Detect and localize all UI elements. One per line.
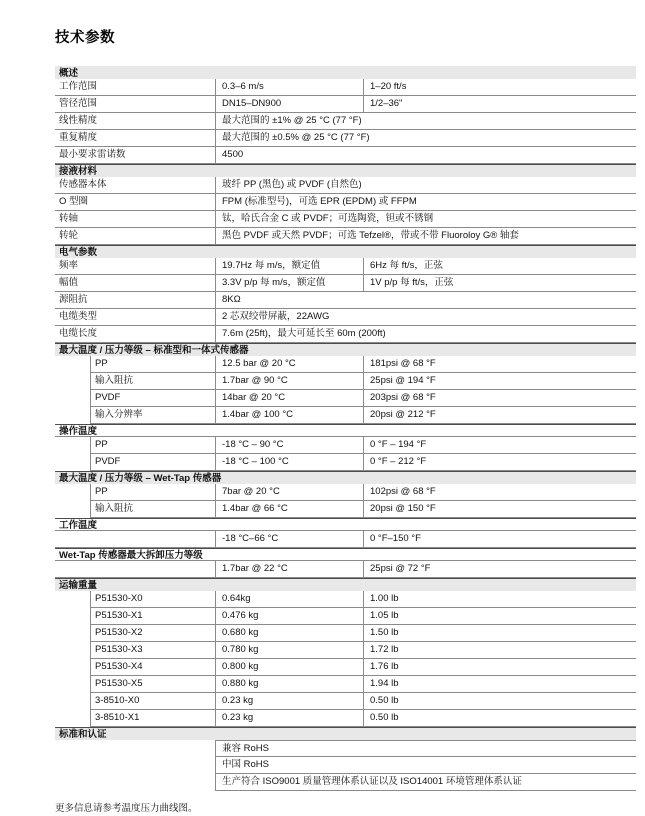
spec-label-cell: 传感器本体 <box>59 179 107 190</box>
spec-value-cell: 19.7Hz 每 m/s，额定值 <box>215 258 363 274</box>
spec-label-cell: P51530-X1 <box>90 608 215 625</box>
spec-row <box>55 147 636 164</box>
spec-section-header: 工作温度 <box>55 518 636 531</box>
spec-value-cell: 1/2–36" <box>363 96 636 112</box>
spec-value-cell: 0.23 kg <box>215 710 363 727</box>
spec-label-cell: P51530-X4 <box>90 659 215 676</box>
spec-value-cell: FPM (标准型号)，可选 EPR (EPDM) 或 FFPM <box>215 194 636 210</box>
spec-label-cell: 电缆类型 <box>59 311 98 322</box>
spec-value-cell: 1–20 ft/s <box>363 79 636 95</box>
spec-label-cell: 幅值 <box>59 277 79 288</box>
spec-value-cell: 1.50 lb <box>363 625 636 642</box>
spec-row <box>55 194 636 211</box>
spec-row <box>55 407 636 424</box>
spec-row <box>55 591 636 608</box>
indent-spacer <box>55 710 90 727</box>
indent-spacer <box>55 373 90 390</box>
spec-label-cell: 输入阻抗 <box>90 501 215 518</box>
spec-row <box>55 211 636 228</box>
indent-spacer <box>55 659 90 676</box>
spec-row <box>55 309 636 326</box>
indent-spacer <box>55 390 90 407</box>
spec-row <box>55 740 636 757</box>
spec-value-cell: 钛，哈氏合金 C 或 PVDF；可选陶瓷，钽或不锈钢 <box>215 211 636 227</box>
spec-row <box>55 177 636 194</box>
spec-row <box>55 454 636 471</box>
spec-value-cell: 最大范围的 ±1% @ 25 °C (77 °F) <box>215 113 636 129</box>
spec-value-cell: 0.880 kg <box>215 676 363 693</box>
spec-label-cell: 3-8510-X0 <box>90 693 215 710</box>
spec-label-cell: 输入分辨率 <box>90 407 215 424</box>
spec-value-cell: 7bar @ 20 °C <box>215 484 363 501</box>
spec-label-cell: O 型圈 <box>59 196 89 207</box>
spec-value-cell: 1.76 lb <box>363 659 636 676</box>
spec-section-header: Wet-Tap 传感器最大拆卸压力等级 <box>55 548 636 561</box>
spec-value-cell: 0.50 lb <box>363 693 636 710</box>
spec-value-cell: 玻纤 PP (黑色) 或 PVDF (自然色) <box>215 177 636 193</box>
spec-row <box>55 79 636 96</box>
spec-value-cell: 最大范围的 ±0.5% @ 25 °C (77 °F) <box>215 130 636 146</box>
spec-row <box>55 710 636 727</box>
spec-row <box>55 130 636 147</box>
spec-value-cell: 1V p/p 每 ft/s，正弦 <box>363 275 636 291</box>
indent-spacer <box>55 676 90 693</box>
spec-value-cell: 1.05 lb <box>363 608 636 625</box>
spec-value-cell: 1.72 lb <box>363 642 636 659</box>
spec-label-cell: PP <box>90 356 215 373</box>
spec-value-cell: -18 °C – 90 °C <box>215 437 363 454</box>
spec-value-cell: 181psi @ 68 °F <box>363 356 636 373</box>
spec-section-header: 接液材料 <box>55 164 636 177</box>
spec-section-header: 电气参数 <box>55 245 636 258</box>
indent-spacer <box>55 774 215 791</box>
spec-row <box>55 659 636 676</box>
spec-label-cell: 3-8510-X1 <box>90 710 215 727</box>
spec-label-cell: P51530-X3 <box>90 642 215 659</box>
spec-value-cell: 4500 <box>215 147 636 163</box>
spec-row <box>55 258 636 275</box>
spec-label-cell: PP <box>90 437 215 454</box>
spec-value-cell: 生产符合 ISO9001 质量管理体系认证以及 ISO14001 环境管理体系认证 <box>215 774 636 791</box>
spec-row <box>55 774 636 791</box>
spec-label-cell: P51530-X2 <box>90 625 215 642</box>
spec-value-cell: 102psi @ 68 °F <box>363 484 636 501</box>
spec-row <box>55 113 636 130</box>
spec-label-cell <box>55 531 215 547</box>
spec-value-cell: 3.3V p/p 每 m/s，额定值 <box>215 275 363 291</box>
spec-value-cell: 0.780 kg <box>215 642 363 659</box>
spec-row <box>55 561 636 578</box>
spec-value-cell: 25psi @ 72 °F <box>363 561 636 577</box>
spec-label-cell: 最小要求雷诺数 <box>59 149 126 160</box>
indent-spacer <box>55 407 90 424</box>
footer-note: 更多信息请参考温度压力曲线图。 <box>55 803 198 814</box>
spec-value-cell: 0.3–6 m/s <box>215 79 363 95</box>
spec-section-header: 最大温度 / 压力等级 – 标准型和一体式传感器 <box>55 343 636 356</box>
spec-section-header: 运输重量 <box>55 578 636 591</box>
spec-row <box>55 484 636 501</box>
indent-spacer <box>55 501 90 518</box>
spec-value-cell: DN15–DN900 <box>215 96 363 112</box>
spec-label-cell: 转轴 <box>59 213 79 224</box>
spec-value-cell: -18 °C – 100 °C <box>215 454 363 471</box>
spec-row <box>55 693 636 710</box>
spec-row <box>55 625 636 642</box>
spec-row <box>55 228 636 245</box>
spec-label-cell: 转轮 <box>59 230 79 241</box>
spec-label-cell: 频率 <box>59 260 79 271</box>
spec-label-cell: 源阻抗 <box>59 294 88 305</box>
indent-spacer <box>55 484 90 501</box>
spec-row <box>55 356 636 373</box>
spec-value-cell: 0 °F – 212 °F <box>363 454 636 471</box>
spec-label-cell: PVDF <box>90 454 215 471</box>
page-title: 技术参数 <box>55 30 115 46</box>
spec-value-cell: 12.5 bar @ 20 °C <box>215 356 363 373</box>
spec-section-header: 概述 <box>55 66 636 79</box>
spec-section-header: 操作温度 <box>55 424 636 437</box>
spec-value-cell: 2 芯双绞带屏蔽，22AWG <box>215 309 636 325</box>
indent-spacer <box>55 625 90 642</box>
indent-spacer <box>55 608 90 625</box>
spec-value-cell: 1.7bar @ 22 °C <box>215 561 363 577</box>
spec-row <box>55 642 636 659</box>
spec-row <box>55 390 636 407</box>
spec-value-cell: 0.23 kg <box>215 693 363 710</box>
spec-value-cell: 25psi @ 194 °F <box>363 373 636 390</box>
spec-label-cell: 电缆长度 <box>59 328 98 339</box>
spec-value-cell: 20psi @ 212 °F <box>363 407 636 424</box>
spec-label-cell: 管径范围 <box>59 98 98 109</box>
indent-spacer <box>55 740 215 757</box>
spec-row <box>55 437 636 454</box>
spec-label-cell: 工作范围 <box>59 81 98 92</box>
spec-label-cell: P51530-X0 <box>90 591 215 608</box>
spec-value-cell: 1.4bar @ 100 °C <box>215 407 363 424</box>
indent-spacer <box>55 693 90 710</box>
spec-label-cell: 输入阻抗 <box>90 373 215 390</box>
spec-row <box>55 757 636 774</box>
spec-value-cell: 20psi @ 150 °F <box>363 501 636 518</box>
spec-value-cell: 1.7bar @ 90 °C <box>215 373 363 390</box>
indent-spacer <box>55 642 90 659</box>
spec-value-cell: 1.4bar @ 66 °C <box>215 501 363 518</box>
spec-value-cell: 0 °F–150 °F <box>363 531 636 547</box>
spec-value-cell: 0 °F – 194 °F <box>363 437 636 454</box>
spec-row <box>55 676 636 693</box>
spec-label-cell: P51530-X5 <box>90 676 215 693</box>
indent-spacer <box>55 454 90 471</box>
spec-label-cell: 重复精度 <box>59 132 98 143</box>
spec-value-cell: 203psi @ 68 °F <box>363 390 636 407</box>
indent-spacer <box>55 757 215 774</box>
spec-value-cell: 6Hz 每 ft/s，正弦 <box>363 258 636 274</box>
spec-table <box>55 66 636 791</box>
spec-row <box>55 531 636 548</box>
spec-row <box>55 373 636 390</box>
spec-row <box>55 501 636 518</box>
spec-row <box>55 326 636 343</box>
spec-value-cell: 8KΩ <box>215 292 636 308</box>
indent-spacer <box>55 591 90 608</box>
spec-value-cell: 1.94 lb <box>363 676 636 693</box>
spec-value-cell: 0.680 kg <box>215 625 363 642</box>
spec-label-cell: PP <box>90 484 215 501</box>
spec-row <box>55 292 636 309</box>
spec-section-header: 最大温度 / 压力等级 – Wet-Tap 传感器 <box>55 471 636 484</box>
spec-value-cell: 0.476 kg <box>215 608 363 625</box>
spec-value-cell: 14bar @ 20 °C <box>215 390 363 407</box>
spec-value-cell: 1.00 lb <box>363 591 636 608</box>
spec-value-cell: 0.50 lb <box>363 710 636 727</box>
spec-row <box>55 608 636 625</box>
spec-row <box>55 96 636 113</box>
spec-value-cell: 黑色 PVDF 或天然 PVDF；可选 Tefzel®，带或不带 Fluoroloy G® 轴套 <box>215 228 636 244</box>
spec-value-cell: 7.6m (25ft)，最大可延长至 60m (200ft) <box>215 326 636 342</box>
indent-spacer <box>55 356 90 373</box>
spec-label-cell: 线性精度 <box>59 115 98 126</box>
spec-value-cell: -18 °C–66 °C <box>215 531 363 547</box>
spec-value-cell: 0.800 kg <box>215 659 363 676</box>
spec-value-cell: 0.64kg <box>215 591 363 608</box>
spec-section-header: 标准和认证 <box>55 727 636 740</box>
indent-spacer <box>55 437 90 454</box>
spec-row <box>55 275 636 292</box>
spec-value-cell: 兼容 RoHS <box>215 740 636 757</box>
spec-label-cell: PVDF <box>90 390 215 407</box>
spec-value-cell: 中国 RoHS <box>215 757 636 774</box>
spec-label-cell <box>55 561 215 577</box>
